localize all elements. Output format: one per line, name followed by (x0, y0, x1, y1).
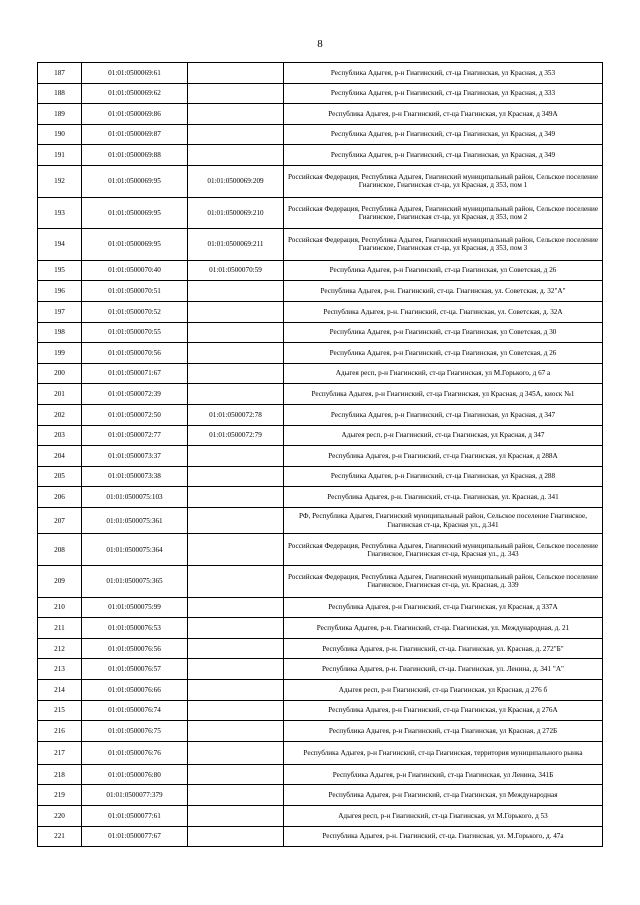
object-address: РФ, Республика Адыгея, Гиагинский муниципальный район, Сельское поселение Гиагинское, Гиагинская ст-ца, Красная ул., д.341 (284, 507, 603, 534)
row-number: 194 (38, 229, 82, 261)
table-row (38, 638, 603, 659)
cadastral-number: 01:01:0500069:88 (82, 145, 188, 166)
cadastral-number: 01:01:0500070:52 (82, 301, 188, 322)
table-row (38, 700, 603, 721)
row-number: 218 (38, 764, 82, 785)
object-address: Республика Адыгея, р-н. Гиагинский, ст-ца. Гиагинская, ул. М.Горького, д. 47а (284, 826, 603, 847)
table-row (38, 260, 603, 281)
object-address: Республика Адыгея, р-н Гиагинский, ст-ца Гиагинская, ул Советская, д 30 (284, 322, 603, 343)
register-table-body (38, 63, 603, 847)
object-address: Республика Адыгея, р-н Гиагинский, ст-ца Гиагинская, ул Красная, д 353 (284, 63, 603, 84)
linked-cadastral-number (188, 618, 284, 639)
object-address: Республика Адыгея, р-н Гиагинский, ст-ца Гиагинская, ул Красная, д 333 (284, 83, 603, 104)
linked-cadastral-number: 01:01:0500070:59 (188, 260, 284, 281)
object-address: Республика Адыгея, р-н. Гиагинский, ст-ца. Гиагинская, ул. Международная, д. 21 (284, 618, 603, 639)
cadastral-number: 01:01:0500076:76 (82, 741, 188, 764)
table-row (38, 566, 603, 598)
linked-cadastral-number (188, 507, 284, 534)
row-number: 215 (38, 700, 82, 721)
cadastral-number: 01:01:0500077:61 (82, 806, 188, 827)
linked-cadastral-number (188, 721, 284, 742)
object-address: Адыгея респ, р-н Гиагинский, ст-ца Гиагинская, ул Красная, д 347 (284, 425, 603, 446)
table-row (38, 785, 603, 806)
table-row (38, 384, 603, 405)
cadastral-number: 01:01:0500070:56 (82, 343, 188, 364)
cadastral-number: 01:01:0500076:57 (82, 659, 188, 680)
table-row (38, 764, 603, 785)
linked-cadastral-number: 01:01:0500069:210 (188, 197, 284, 229)
table-row (38, 229, 603, 261)
row-number: 208 (38, 534, 82, 566)
table-row (38, 487, 603, 508)
table-row (38, 104, 603, 125)
cadastral-number: 01:01:0500073:38 (82, 466, 188, 487)
row-number: 210 (38, 597, 82, 618)
object-address: Республика Адыгея, р-н Гиагинский, ст-ца Гиагинская, ул Советская, д 26 (284, 260, 603, 281)
object-address: Республика Адыгея, р-н Гиагинский, ст-ца Гиагинская, ул Советская, д 26 (284, 343, 603, 364)
object-address: Российская Федерация, Республика Адыгея, Гиагинский муниципальный район, Сельское поселение Гиагинское, Гиагинская ст-ца, Красная ул., д. 343 (284, 534, 603, 566)
object-address: Республика Адыгея, р-н Гиагинский, ст-ца Гиагинская, ул Красная, д 349 (284, 124, 603, 145)
object-address: Российская Федерация, Республика Адыгея, Гиагинский муниципальный район, Сельское поселение Гиагинское, Гиагинская ст-ца, ул Красная, д 353, пом 2 (284, 197, 603, 229)
cadastral-number: 01:01:0500069:61 (82, 63, 188, 84)
row-number: 219 (38, 785, 82, 806)
row-number: 213 (38, 659, 82, 680)
table-row (38, 425, 603, 446)
table-row (38, 322, 603, 343)
table-row (38, 806, 603, 827)
linked-cadastral-number: 01:01:0500069:209 (188, 165, 284, 197)
linked-cadastral-number (188, 700, 284, 721)
linked-cadastral-number (188, 785, 284, 806)
linked-cadastral-number (188, 806, 284, 827)
linked-cadastral-number (188, 826, 284, 847)
linked-cadastral-number: 01:01:0500072:79 (188, 425, 284, 446)
cadastral-number: 01:01:0500076:53 (82, 618, 188, 639)
linked-cadastral-number: 01:01:0500069:211 (188, 229, 284, 261)
cadastral-number: 01:01:0500076:74 (82, 700, 188, 721)
row-number: 211 (38, 618, 82, 639)
table-row (38, 507, 603, 534)
table-row (38, 721, 603, 742)
cadastral-number: 01:01:0500076:66 (82, 680, 188, 701)
object-address: Республика Адыгея, р-н Гиагинский, ст-ца Гиагинская, ул Ленина, 341Б (284, 764, 603, 785)
table-row (38, 446, 603, 467)
linked-cadastral-number (188, 384, 284, 405)
linked-cadastral-number (188, 566, 284, 598)
row-number: 193 (38, 197, 82, 229)
cadastral-number: 01:01:0500075:364 (82, 534, 188, 566)
object-address: Республика Адыгея, р-н. Гиагинский, ст-ца. Гиагинская, ул. Ленина, д. 341 "А" (284, 659, 603, 680)
row-number: 214 (38, 680, 82, 701)
linked-cadastral-number (188, 741, 284, 764)
cadastral-number: 01:01:0500069:95 (82, 229, 188, 261)
table-row (38, 343, 603, 364)
cadastral-number: 01:01:0500076:56 (82, 638, 188, 659)
row-number: 200 (38, 363, 82, 384)
linked-cadastral-number (188, 534, 284, 566)
object-address: Российская Федерация, Республика Адыгея, Гиагинский муниципальный район, Сельское поселение Гиагинское, Гиагинская ст-ца, ул Красная, д 353, пом 1 (284, 165, 603, 197)
table-row (38, 466, 603, 487)
row-number: 195 (38, 260, 82, 281)
linked-cadastral-number (188, 466, 284, 487)
table-row (38, 826, 603, 847)
object-address: Республика Адыгея, р-н Гиагинский, ст-ца Гиагинская, ул Красная, д 288А (284, 446, 603, 467)
cadastral-number: 01:01:0500072:50 (82, 404, 188, 425)
table-row (38, 301, 603, 322)
row-number: 188 (38, 83, 82, 104)
cadastral-number: 01:01:0500077:379 (82, 785, 188, 806)
cadastral-number: 01:01:0500075:361 (82, 507, 188, 534)
cadastral-number: 01:01:0500075:99 (82, 597, 188, 618)
row-number: 192 (38, 165, 82, 197)
row-number: 201 (38, 384, 82, 405)
object-address: Республика Адыгея, р-н Гиагинский, ст-ца Гиагинская, ул Красная, д 337А (284, 597, 603, 618)
cadastral-number: 01:01:0500069:95 (82, 197, 188, 229)
cadastral-number: 01:01:0500071:67 (82, 363, 188, 384)
table-row (38, 124, 603, 145)
linked-cadastral-number (188, 63, 284, 84)
object-address: Республика Адыгея, р-н. Гиагинский, ст-ца. Гиагинская, ул. Советская, д. 32А (284, 301, 603, 322)
linked-cadastral-number (188, 487, 284, 508)
linked-cadastral-number (188, 124, 284, 145)
row-number: 203 (38, 425, 82, 446)
linked-cadastral-number (188, 343, 284, 364)
cadastral-number: 01:01:0500069:86 (82, 104, 188, 125)
object-address: Республика Адыгея, р-н Гиагинский, ст-ца Гиагинская, ул Международная (284, 785, 603, 806)
linked-cadastral-number (188, 301, 284, 322)
linked-cadastral-number (188, 764, 284, 785)
row-number: 202 (38, 404, 82, 425)
object-address: Республика Адыгея, р-н. Гиагинский, ст-ца. Гиагинская, ул. Советская, д. 32"А" (284, 281, 603, 302)
table-row (38, 597, 603, 618)
row-number: 212 (38, 638, 82, 659)
row-number: 204 (38, 446, 82, 467)
object-address: Адыгея респ, р-н Гиагинский, ст-ца Гиагинская, ул Красная, д 276 б (284, 680, 603, 701)
table-row (38, 145, 603, 166)
table-row (38, 534, 603, 566)
cadastral-number: 01:01:0500075:365 (82, 566, 188, 598)
row-number: 191 (38, 145, 82, 166)
cadastral-number: 01:01:0500070:51 (82, 281, 188, 302)
object-address: Республика Адыгея, р-н Гиагинский, ст-ца Гиагинская, ул Красная, д 347 (284, 404, 603, 425)
table-row (38, 363, 603, 384)
object-address: Республика Адыгея, р-н Гиагинский, ст-ца Гиагинская, ул Красная, д 349А (284, 104, 603, 125)
table-row (38, 680, 603, 701)
linked-cadastral-number (188, 281, 284, 302)
object-address: Республика Адыгея, р-н. Гиагинский, ст-ца. Гиагинская, ул. Красная, д. 272"Б" (284, 638, 603, 659)
cadastral-number: 01:01:0500069:62 (82, 83, 188, 104)
cadastral-number: 01:01:0500070:55 (82, 322, 188, 343)
row-number: 209 (38, 566, 82, 598)
object-address: Республика Адыгея, р-н Гиагинский, ст-ца Гиагинская, ул Красная, д 345А, киоск №1 (284, 384, 603, 405)
page-number: 8 (317, 38, 323, 50)
cadastral-number: 01:01:0500069:87 (82, 124, 188, 145)
linked-cadastral-number (188, 597, 284, 618)
table-row (38, 404, 603, 425)
object-address: Адыгея респ, р-н Гиагинский, ст-ца Гиагинская, ул М.Горького, д 67 а (284, 363, 603, 384)
linked-cadastral-number (188, 638, 284, 659)
object-address: Республика Адыгея, р-н Гиагинский, ст-ца Гиагинская, ул Красная, д 276А (284, 700, 603, 721)
linked-cadastral-number: 01:01:0500072:78 (188, 404, 284, 425)
linked-cadastral-number (188, 446, 284, 467)
cadastral-number: 01:01:0500076:80 (82, 764, 188, 785)
row-number: 196 (38, 281, 82, 302)
linked-cadastral-number (188, 145, 284, 166)
table-row (38, 83, 603, 104)
row-number: 221 (38, 826, 82, 847)
table-row (38, 659, 603, 680)
cadastral-number: 01:01:0500072:39 (82, 384, 188, 405)
cadastral-number: 01:01:0500069:95 (82, 165, 188, 197)
linked-cadastral-number (188, 680, 284, 701)
row-number: 187 (38, 63, 82, 84)
object-address: Республика Адыгея, р-н. Гиагинский, ст-ца. Гиагинская, ул. Красная, д. 341 (284, 487, 603, 508)
cadastral-number: 01:01:0500075:103 (82, 487, 188, 508)
row-number: 216 (38, 721, 82, 742)
row-number: 198 (38, 322, 82, 343)
cadastral-number: 01:01:0500076:75 (82, 721, 188, 742)
linked-cadastral-number (188, 363, 284, 384)
object-address: Российская Федерация, Республика Адыгея, Гиагинский муниципальный район, Сельское поселение Гиагинское, Гиагинская ст-ца, ул. Красная, д. 339 (284, 566, 603, 598)
cadastral-number: 01:01:0500073:37 (82, 446, 188, 467)
object-address: Республика Адыгея, р-н Гиагинский, ст-ца Гиагинская, территория муниципального рынка (284, 741, 603, 764)
row-number: 220 (38, 806, 82, 827)
object-address: Республика Адыгея, р-н Гиагинский, ст-ца Гиагинская, ул Красная, д 272Б (284, 721, 603, 742)
cadastral-number: 01:01:0500072:77 (82, 425, 188, 446)
object-address: Адыгея респ, р-н Гиагинский, ст-ца Гиагинская, ул М.Горького, д 53 (284, 806, 603, 827)
cadastral-number: 01:01:0500070:40 (82, 260, 188, 281)
row-number: 207 (38, 507, 82, 534)
row-number: 205 (38, 466, 82, 487)
table-row (38, 63, 603, 84)
register-table (37, 62, 603, 847)
row-number: 189 (38, 104, 82, 125)
table-row (38, 281, 603, 302)
object-address: Российская Федерация, Республика Адыгея, Гиагинский муниципальный район, Сельское поселение Гиагинское, Гиагинская ст-ца, ул Красная, д 353, пом 3 (284, 229, 603, 261)
linked-cadastral-number (188, 83, 284, 104)
row-number: 199 (38, 343, 82, 364)
row-number: 197 (38, 301, 82, 322)
row-number: 190 (38, 124, 82, 145)
table-row (38, 618, 603, 639)
table-row (38, 197, 603, 229)
cadastral-number: 01:01:0500077:67 (82, 826, 188, 847)
table-row (38, 741, 603, 764)
row-number: 217 (38, 741, 82, 764)
object-address: Республика Адыгея, р-н Гиагинский, ст-ца Гиагинская, ул Красная, д 349 (284, 145, 603, 166)
row-number: 206 (38, 487, 82, 508)
object-address: Республика Адыгея, р-н Гиагинский, ст-ца Гиагинская, ул Красная, д 288 (284, 466, 603, 487)
linked-cadastral-number (188, 659, 284, 680)
linked-cadastral-number (188, 104, 284, 125)
linked-cadastral-number (188, 322, 284, 343)
table-row (38, 165, 603, 197)
